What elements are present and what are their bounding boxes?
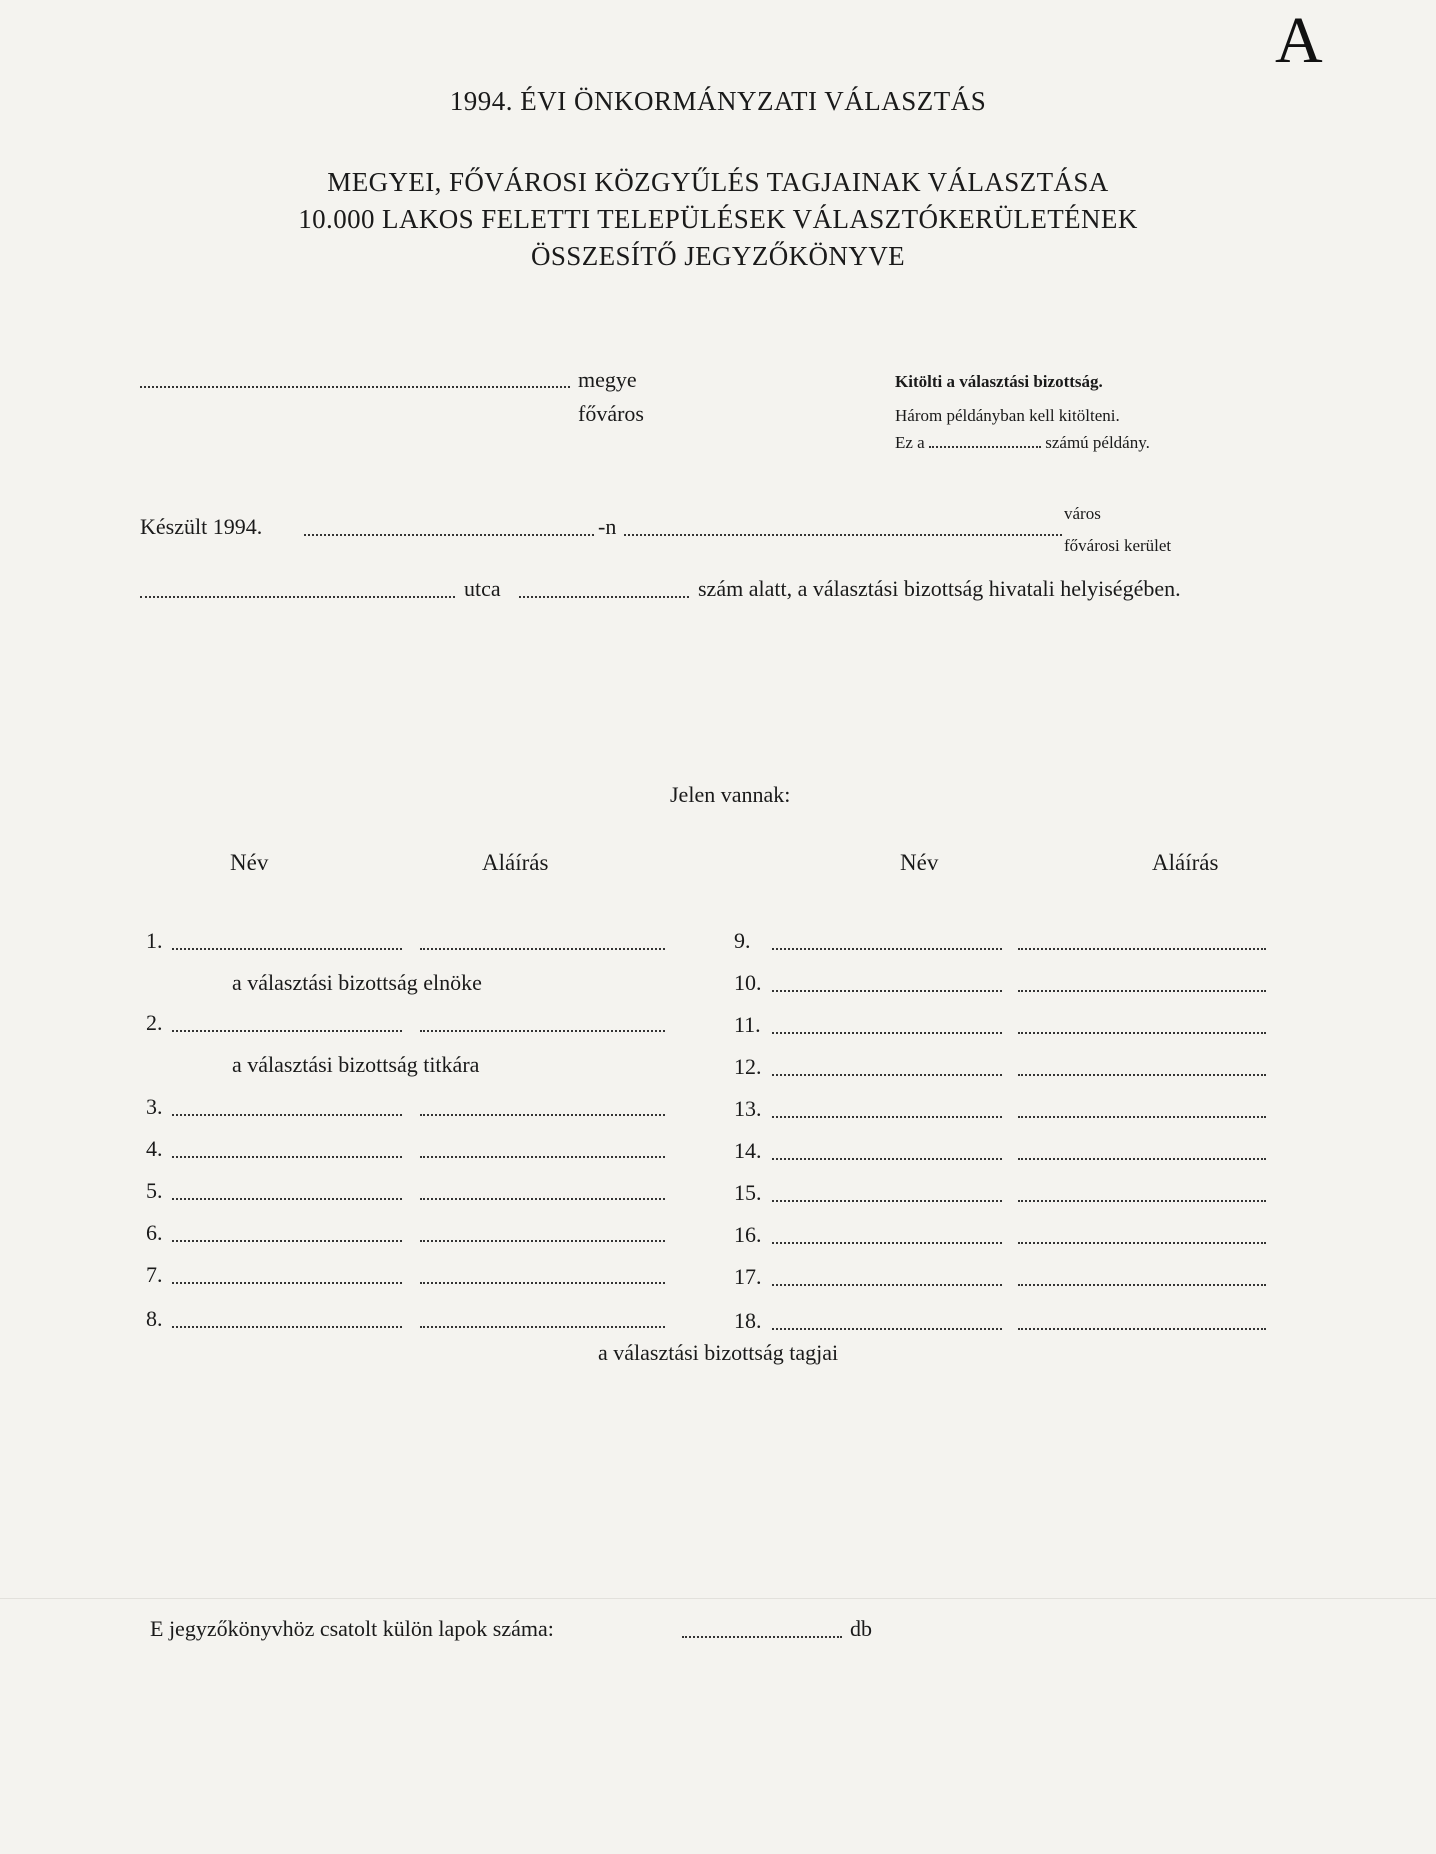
signature-field-17[interactable] [1018,1284,1266,1286]
signature-field-13[interactable] [1018,1116,1266,1118]
note-copy-suffix: számú példány. [1045,433,1150,452]
row-num-3: 3. [146,1094,163,1119]
row-num-12: 12. [734,1054,762,1079]
row-num-8: 8. [146,1306,163,1331]
corner-letter: A [1275,4,1323,77]
name-field-10[interactable] [772,990,1002,992]
name-field-2[interactable] [172,1030,402,1032]
street-label: utca [464,576,501,601]
signature-field-16[interactable] [1018,1242,1266,1244]
date-suffix: -n [598,514,617,539]
row-num-18: 18. [734,1308,762,1333]
signature-field-3[interactable] [420,1114,665,1116]
row-num-6: 6. [146,1220,163,1245]
city-field[interactable] [624,534,1062,536]
attachments-count-field[interactable] [682,1636,842,1638]
present-label: Jelen vannak: [670,782,791,807]
row-num-9: 9. [734,928,751,953]
signature-field-6[interactable] [420,1240,665,1242]
row-num-16: 16. [734,1222,762,1247]
name-field-7[interactable] [172,1282,402,1284]
title-line-3: 10.000 LAKOS FELETTI TELEPÜLÉSEK VÁLASZTÓKERÜLETÉNEK [298,204,1138,234]
signature-field-7[interactable] [420,1282,665,1284]
title-line-4: ÖSSZESÍTŐ JEGYZŐKÖNYVE [530,241,906,271]
name-field-11[interactable] [772,1032,1002,1034]
signature-field-5[interactable] [420,1198,665,1200]
name-field-8[interactable] [172,1326,402,1328]
attachments-unit: db [850,1616,872,1641]
date-field[interactable] [304,534,594,536]
note-copies: Három példányban kell kitölteni. [895,406,1120,425]
name-field-9[interactable] [772,948,1002,950]
district-label: fővárosi kerület [1064,536,1172,555]
signature-field-2[interactable] [420,1030,665,1032]
made-prefix: Készült 1994. [140,514,263,539]
name-field-16[interactable] [772,1242,1002,1244]
signature-field-9[interactable] [1018,948,1266,950]
col-name-right: Név [900,850,939,875]
title-line-2: MEGYEI, FŐVÁROSI KÖZGYŰLÉS TAGJAINAK VÁLASZTÁSA [327,167,1109,197]
row-num-15: 15. [734,1180,762,1205]
attachments-label: E jegyzőkönyvhöz csatolt külön lapok száma: [150,1616,554,1641]
row-num-7: 7. [146,1262,163,1287]
row-num-2: 2. [146,1010,163,1035]
name-field-1[interactable] [172,948,402,950]
signature-field-14[interactable] [1018,1158,1266,1160]
row-num-17: 17. [734,1264,762,1289]
note-copy-prefix: Ez a [895,433,925,452]
signature-field-18[interactable] [1018,1328,1266,1330]
address-suffix: szám alatt, a választási bizottság hivatali helyiségében. [698,576,1181,601]
name-field-17[interactable] [772,1284,1002,1286]
row-num-10: 10. [734,970,762,995]
row-num-13: 13. [734,1096,762,1121]
row-num-14: 14. [734,1138,762,1163]
note-copy-number [895,432,1150,453]
title-election: 1994. ÉVI ÖNKORMÁNYZATI VÁLASZTÁS [449,86,987,116]
role-secretary: a választási bizottság titkára [232,1052,480,1077]
name-field-3[interactable] [172,1114,402,1116]
signature-field-15[interactable] [1018,1200,1266,1202]
col-signature-right: Aláírás [1152,850,1219,875]
signature-field-10[interactable] [1018,990,1266,992]
house-number-field[interactable] [519,596,689,598]
street-field[interactable] [140,596,455,598]
role-chairman: a választási bizottság elnöke [232,970,482,995]
capital-label: főváros [578,401,644,426]
note-filled-by: Kitölti a választási bizottság. [895,372,1103,391]
name-field-6[interactable] [172,1240,402,1242]
signature-field-12[interactable] [1018,1074,1266,1076]
signature-field-1[interactable] [420,948,665,950]
row-num-11: 11. [734,1012,761,1037]
row-num-5: 5. [146,1178,163,1203]
signature-field-11[interactable] [1018,1032,1266,1034]
name-field-18[interactable] [772,1328,1002,1330]
city-label: város [1064,504,1101,523]
name-field-5[interactable] [172,1198,402,1200]
title-block [0,164,1436,275]
signature-field-4[interactable] [420,1156,665,1158]
col-signature-left: Aláírás [482,850,549,875]
copy-number-field[interactable] [929,432,1041,448]
name-field-13[interactable] [772,1116,1002,1118]
signature-field-8[interactable] [420,1326,665,1328]
col-name-left: Név [230,850,269,875]
row-num-4: 4. [146,1136,163,1161]
name-field-14[interactable] [772,1158,1002,1160]
name-field-12[interactable] [772,1074,1002,1076]
name-field-4[interactable] [172,1156,402,1158]
county-label: megye [578,367,637,392]
page-divider [0,1598,1436,1599]
county-field[interactable] [140,386,570,388]
members-caption: a választási bizottság tagjai [598,1340,839,1365]
row-num-1: 1. [146,928,163,953]
name-field-15[interactable] [772,1200,1002,1202]
